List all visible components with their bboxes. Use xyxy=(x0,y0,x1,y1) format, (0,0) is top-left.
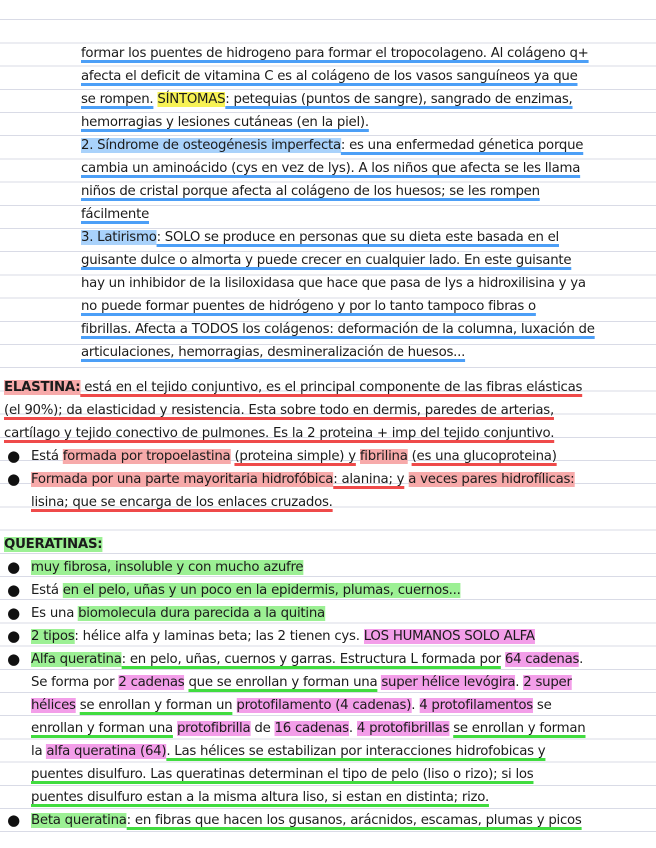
colagen-line-12: no puede formar puentes de hidrógeno y por lo tanto tampoco fibras o xyxy=(81,299,536,314)
elastina-line-3: cartílago y tejido conectivo de pulmones. Es la 2 proteina + imp del tejido conjuntivo. xyxy=(4,426,555,441)
elastina-title: ELASTINA: xyxy=(4,380,81,395)
colagen-line-3: se rompen. SÍNTOMAS: petequias (puntos de sangre), sangrado de enzimas, xyxy=(81,92,573,107)
colagen-line-6: cambia un aminoácido (cys en vez de lys). A los niños que afecta se les llama xyxy=(81,161,581,176)
elastina-line-2: (el 90%); da elasticidad y resistencia. Esta sobre todo en dermis, paredes de arterias, xyxy=(4,403,554,418)
colagen-line-1: formar los puentes de hidrogeno para formar el tropocolageno. Al colágeno q+ xyxy=(81,46,589,61)
bullet-icon: ● xyxy=(7,558,20,576)
queratinas-bullet-5: ● Alfa queratina: en pelo, uñas, cuernos y garras. Estructura L formada por 64 cadenas. xyxy=(31,648,652,671)
queratinas-bullet-3: ● Es una biomolecula dura parecida a la quitina xyxy=(31,602,652,625)
colagen-line-9: 3. Latirismo: SOLO se produce en personas que su dieta este basada en el xyxy=(81,230,559,245)
queratinas-cont-6: puentes disulfuro estan a la misma altura liso, si estan en distinta; rizo. xyxy=(31,790,489,805)
bullet-icon: ● xyxy=(7,627,20,645)
queratinas-cont-4: la alfa queratina (64). Las hélices se estabilizan por interacciones hidrofobicas y xyxy=(31,744,546,759)
colagen-line-11: hay un inhibidor de la lisiloxidasa que hace que pasa de lys a hidroxilisina y ya xyxy=(81,276,586,291)
elastina-line-continued: lisina; que se encarga de los enlaces cruzados. xyxy=(31,495,333,510)
queratinas-bullet-4: ● 2 tipos: hélice alfa y laminas beta; las 2 tienen cys. LOS HUMANOS SOLO ALFA xyxy=(31,625,652,648)
sintomas-label: SÍNTOMAS xyxy=(157,92,226,107)
colagen-line-5: 2. Síndrome de osteogénesis imperfecta: es una enfermedad génetica porque xyxy=(81,138,584,153)
elastina-bullet-2: ● Formada por una parte mayoritaria hidrofóbica: alanina; y a veces pares hidrofílicas: xyxy=(31,468,652,491)
colagen-line-7: niños de cristal porque afecta al colágeno de los huesos; se les rompen xyxy=(81,184,540,199)
latirismo-heading: 3. Latirismo xyxy=(81,230,157,245)
queratinas-title-line xyxy=(4,533,652,556)
bullet-icon: ● xyxy=(7,650,20,668)
queratinas-bullet-2: ● Está en el pelo, uñas y un poco en la epidermis, plumas, cuernos... xyxy=(31,579,652,602)
queratinas-cont-5: puentes disulfuro. Las queratinas determinan el tipo de pelo (liso o rizo); si los xyxy=(31,767,534,782)
bullet-icon: ● xyxy=(7,447,20,465)
queratinas-bullet-1: ● muy fibrosa, insoluble y con mucho azufre xyxy=(31,556,652,579)
bullet-icon: ● xyxy=(7,811,20,829)
queratinas-title: QUERATINAS: xyxy=(4,537,103,552)
bullet-icon: ● xyxy=(7,604,20,622)
queratinas-cont-3: enrollan y forman una protofibrilla de 16 cadenas. 4 protofibrillas se enrollan y forman xyxy=(31,721,586,736)
colagen-line-10: guisante dulce o almorta y puede crecer en cualquier lado. En este guisante xyxy=(81,253,572,268)
colagen-line-13: fibrillas. Afecta a TODOS los colágenos: deformación de la columna, luxación de xyxy=(81,322,595,337)
osteogenesis-heading: 2. Síndrome de osteogénesis imperfecta xyxy=(81,138,341,153)
bullet-icon: ● xyxy=(7,470,20,488)
queratinas-cont-2: hélices se enrollan y forman un protofilamento (4 cadenas). 4 protofilamentos se xyxy=(31,698,552,713)
colagen-line-14: articulaciones, hemorragias, desmineralización de huesos... xyxy=(81,345,466,360)
queratinas-bullet-6: ● Beta queratina: en fibras que hacen los gusanos, arácnidos, escamas, plumas y picos xyxy=(31,809,652,832)
colagen-line-4: hemorragias y lesiones cutáneas (en la piel). xyxy=(81,115,369,130)
elastina-bullet-1: ● Está formada por tropoelastina (proteina simple) y fibrilina (es una glucoproteina) xyxy=(31,445,652,468)
elastina-line-1: ELASTINA: está en el tejido conjuntivo, es el principal componente de las fibras elásticas xyxy=(4,380,583,395)
colagen-line-2: afecta el deficit de vitamina C es al colágeno de los vasos sanguíneos ya que xyxy=(81,69,578,84)
queratinas-cont-1: Se forma por 2 cadenas que se enrollan y forman una super hélice levógira. 2 super xyxy=(31,675,572,690)
colagen-line-8: fácilmente xyxy=(81,207,150,222)
bullet-icon: ● xyxy=(7,581,20,599)
